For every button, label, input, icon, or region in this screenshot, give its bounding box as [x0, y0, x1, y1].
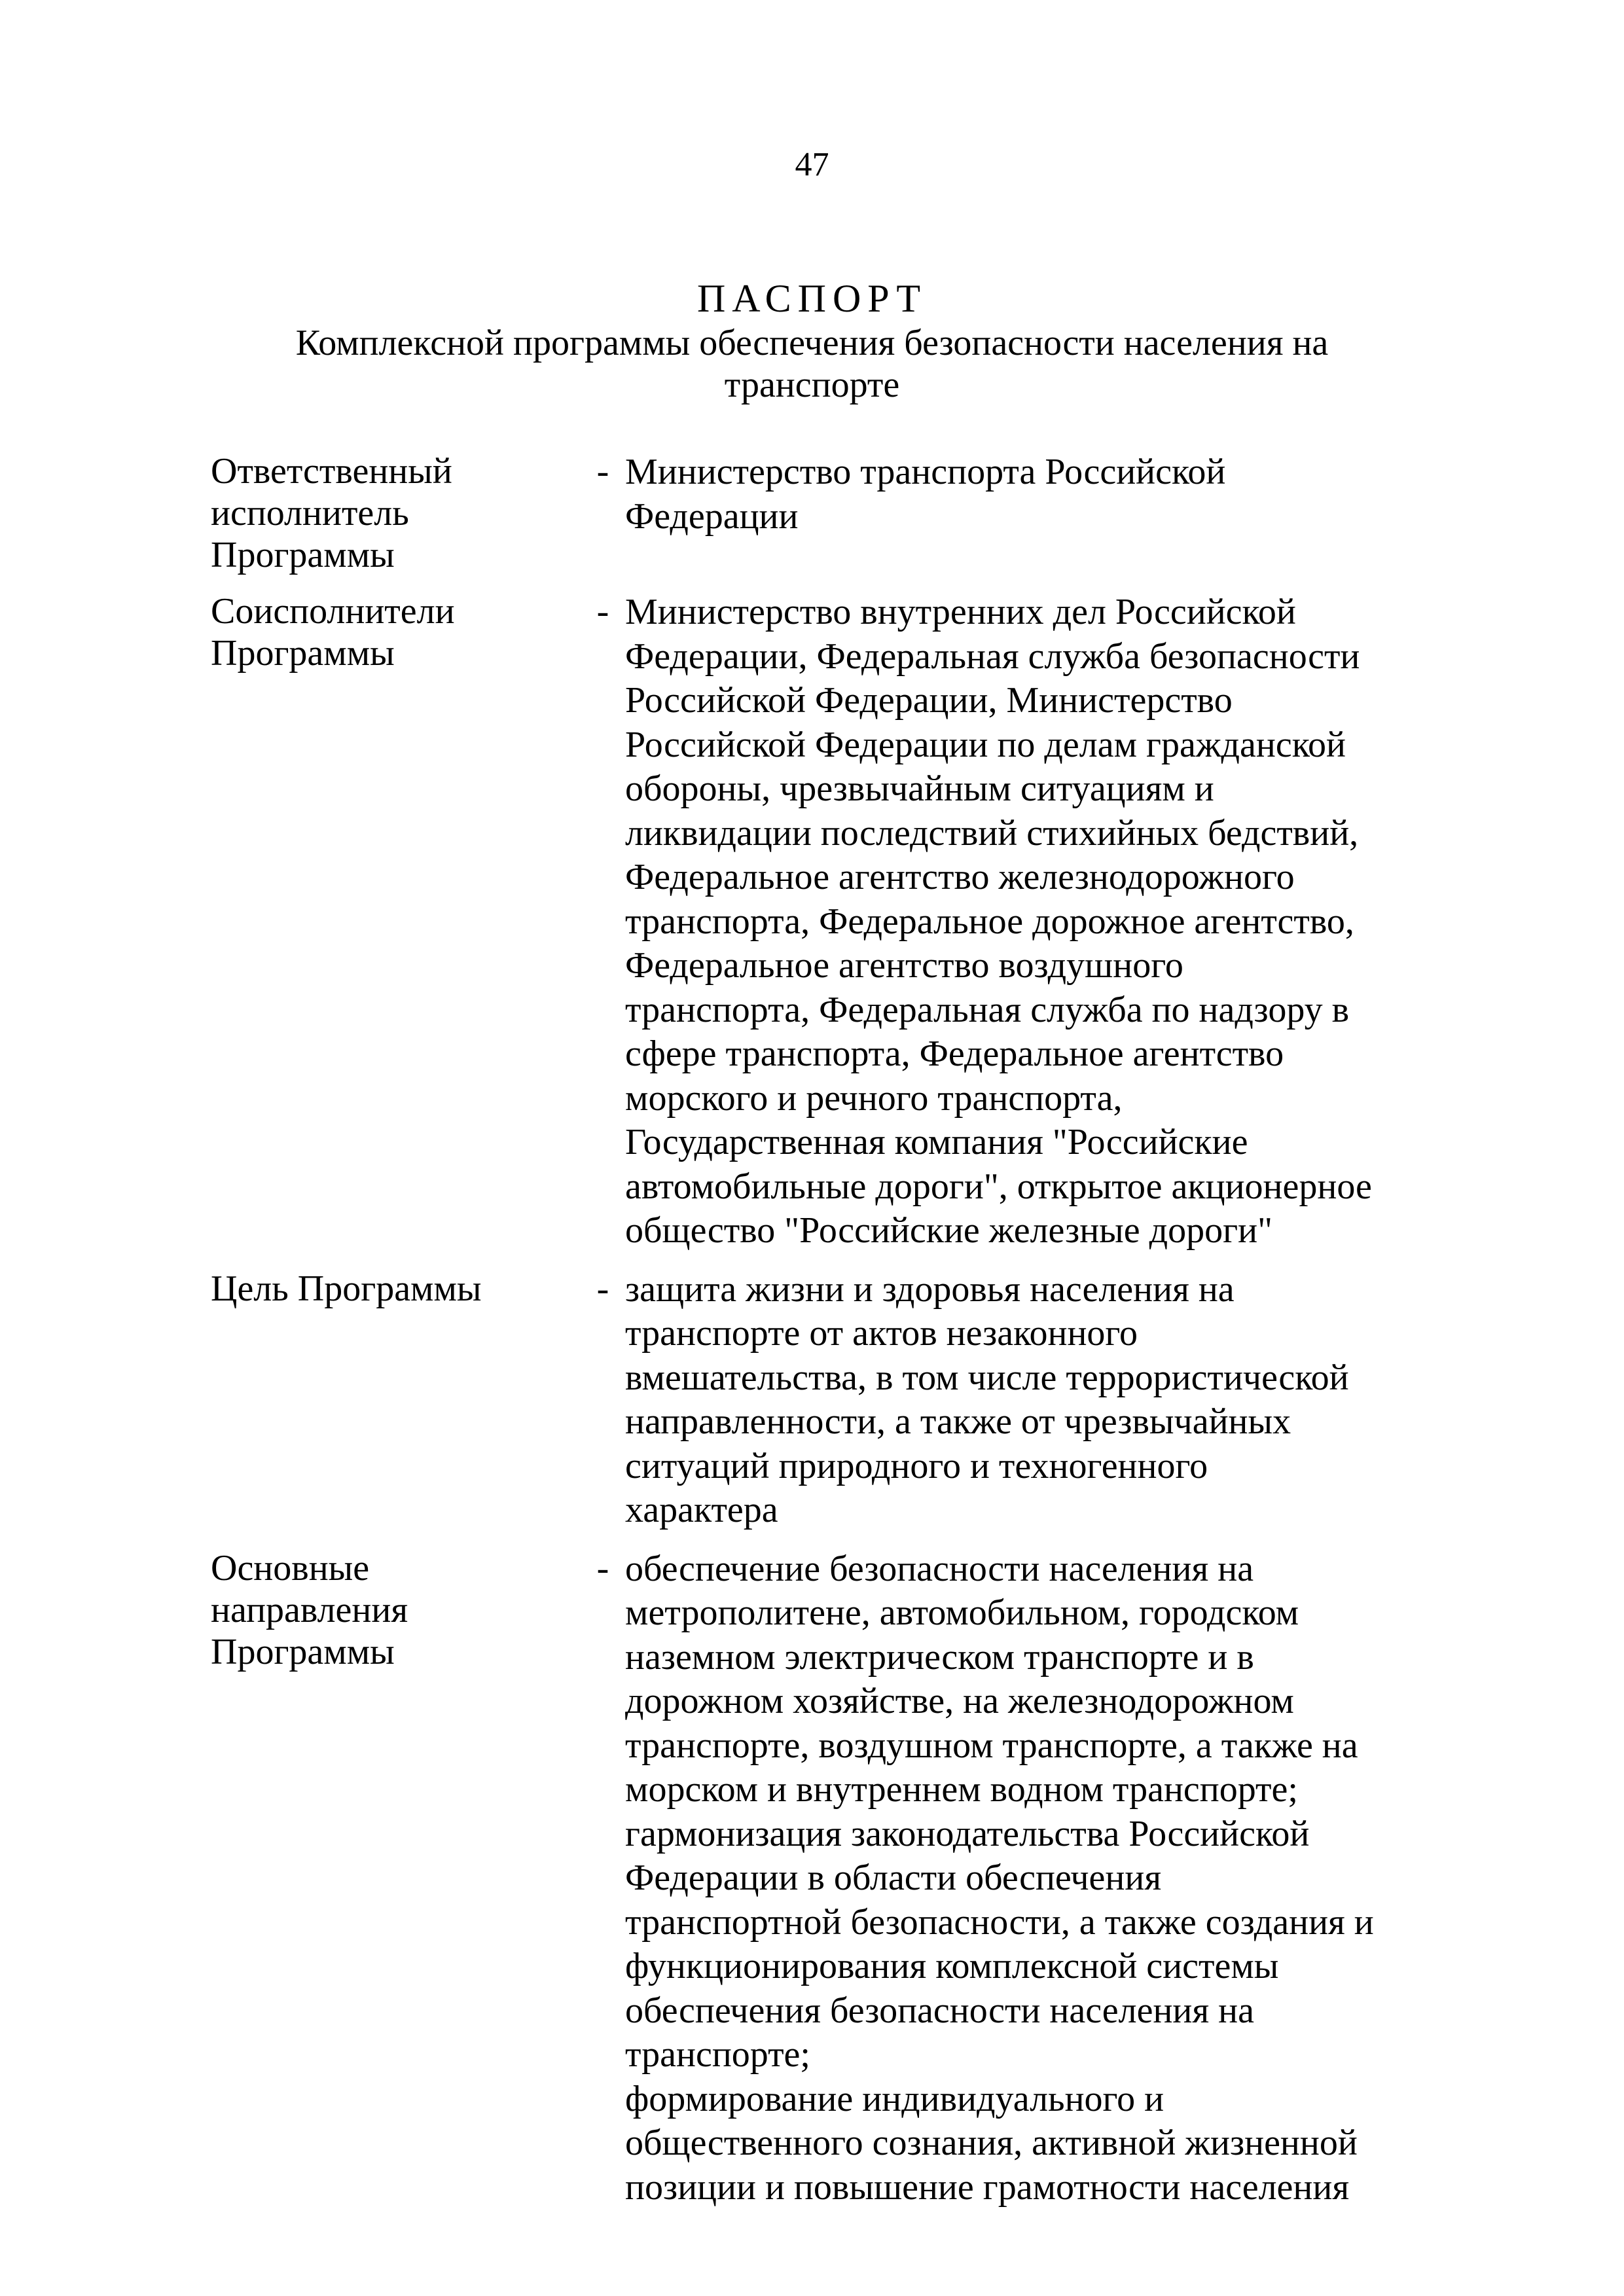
document-subtitle: Комплексной программы обеспечения безопасности населения на транспорте	[295, 323, 1329, 405]
row-responsible-executor	[211, 450, 1435, 576]
row-label: Соисполнители Программы	[211, 591, 455, 673]
row-value: обеспечение безопасности населения на метрополитене, автомобильном, городском наземном электрическом транспорте и в дорожном хозяйстве, на железнодорожном транспорте, воздушном транспорте, а также на морском и внутреннем водном транспорте; гармонизация законодательства Российской Федерации в области обеспечения транспортной безопасности, а также создания и функционирования комплексной системы обеспечения безопасности населения на транспорте; формирование индивидуального и общественного сознания, активной жизненной позиции и повышение грамотности населения	[625, 1548, 1374, 2208]
row-dash: -	[596, 451, 609, 492]
row-label: Цель Программы	[211, 1268, 482, 1309]
row-value: Министерство транспорта Российской Федерации	[625, 452, 1226, 537]
row-label: Основные направления Программы	[211, 1547, 408, 1672]
row-program-goal	[211, 1268, 1435, 1533]
row-dash: -	[596, 591, 609, 632]
title-block	[0, 275, 1624, 406]
row-main-directions	[211, 1547, 1435, 2210]
row-value: защита жизни и здоровья населения на транспорте от актов незаконного вмешательства, в том числе террористической направленности, а также от чрезвычайных ситуаций природного и техногенного характера	[625, 1268, 1349, 1530]
row-dash: -	[596, 1547, 609, 1588]
row-co-executors	[211, 590, 1435, 1253]
page-number: 47	[795, 146, 829, 183]
row-dash: -	[596, 1268, 609, 1309]
passport-table	[211, 450, 1435, 2224]
row-label: Ответственный исполнитель Программы	[211, 451, 452, 575]
document-title: ПАСПОРТ	[696, 277, 928, 320]
row-value: Министерство внутренних дел Российской Федерации, Федеральная служба безопасности Российской Федерации, Министерство Российской Федерации по делам гражданской обороны, чрезвычайным ситуациям и ликвидации последствий стихийных бедствий, Федеральное агентство железнодорожного транспорта, Федеральное дорожное агентство, Федеральное агентство воздушного транспорта, Федеральная служба по надзору в сфере транспорта, Федеральное агентство морского и речного транспорта, Государственная компания "Российские автомобильные дороги", открытое акционерное общество "Российские железные дороги"	[625, 592, 1372, 1251]
